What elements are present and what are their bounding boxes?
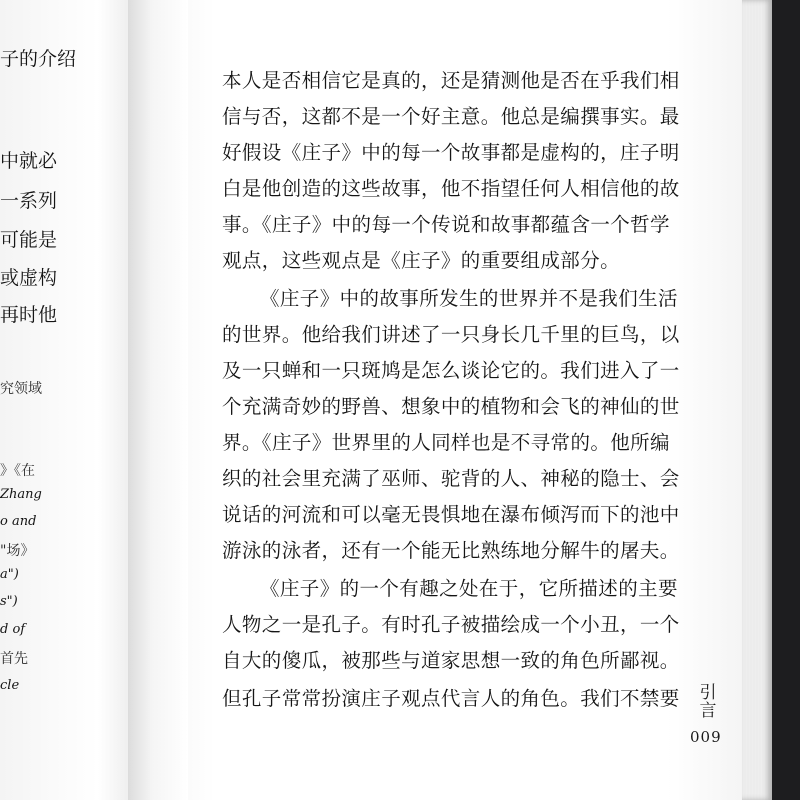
page-edges <box>742 0 772 800</box>
running-footer: 引言 <box>699 683 717 721</box>
left-text-fragment: d of <box>0 622 26 637</box>
left-text-fragment: o and <box>0 514 37 529</box>
text-line: 游泳的泳者，还有一个能无比熟练地分解牛的屠夫。 <box>222 539 680 562</box>
left-text-fragment: 一系列 <box>0 190 58 212</box>
text-line: 信与否，这都不是一个好主意。他总是编撰事实。最 <box>222 105 680 128</box>
text-line: 《庄子》的一个有趣之处在于，它所描述的主要 <box>260 577 678 600</box>
left-text-fragment: 》《在 <box>0 463 35 479</box>
text-line: 及一只蝉和一只斑鸠是怎么谈论它的。我们进入了一 <box>222 359 680 382</box>
left-text-fragment: Zhang <box>0 487 42 502</box>
text-line: 织的社会里充满了巫师、驼背的人、神秘的隐士、会 <box>222 467 680 490</box>
book-gutter <box>128 0 188 800</box>
text-line: 的世界。他给我们讲述了一只身长几千里的巨鸟，以 <box>222 323 680 346</box>
left-text-fragment: s") <box>0 594 18 609</box>
text-line: 事。《庄子》中的每一个传说和故事都蕴含一个哲学 <box>222 213 670 236</box>
text-line: 但孔子常常扮演庄子观点代言人的角色。我们不禁要 <box>222 687 680 710</box>
text-line: 界。《庄子》世界里的人同样也是不寻常的。他所编 <box>222 431 670 454</box>
left-text-fragment: 可能是 <box>0 229 58 251</box>
left-header-fragment: 子的介绍 <box>0 48 77 70</box>
text-line: 人物之一是孔子。有时孔子被描绘成一个小丑，一个 <box>222 613 680 636</box>
text-line: 说话的河流和可以毫无畏惧地在瀑布倾泻而下的池中 <box>222 503 680 526</box>
text-line: 观点，这些观点是《庄子》的重要组成部分。 <box>222 249 621 272</box>
text-line: 本人是否相信它是真的，还是猜测他是否在乎我们相 <box>222 69 680 92</box>
text-line: 个充满奇妙的野兽、想象中的植物和会飞的神仙的世 <box>222 395 680 418</box>
left-text-fragment: "场》 <box>0 543 35 559</box>
page-number: 009 <box>690 728 722 746</box>
left-text-fragment: 再时他 <box>0 304 58 326</box>
text-line: 白是他创造的这些故事，他不指望任何人相信他的故 <box>222 177 680 200</box>
left-text-fragment: a") <box>0 567 19 582</box>
left-text-fragment: 或虚构 <box>0 267 58 289</box>
text-line: 自大的傻瓜，被那些与道家思想一致的角色所鄙视。 <box>222 649 680 672</box>
left-text-fragment: 首先 <box>0 651 28 667</box>
left-text-fragment: cle <box>0 678 20 693</box>
left-text-fragment: 究领域 <box>0 381 42 397</box>
text-line: 好假设《庄子》中的每一个故事都是虚构的，庄子明 <box>222 141 680 164</box>
left-page <box>0 0 140 800</box>
left-text-fragment: 中就必 <box>0 150 58 172</box>
text-line: 《庄子》中的故事所发生的世界并不是我们生活 <box>260 287 678 310</box>
